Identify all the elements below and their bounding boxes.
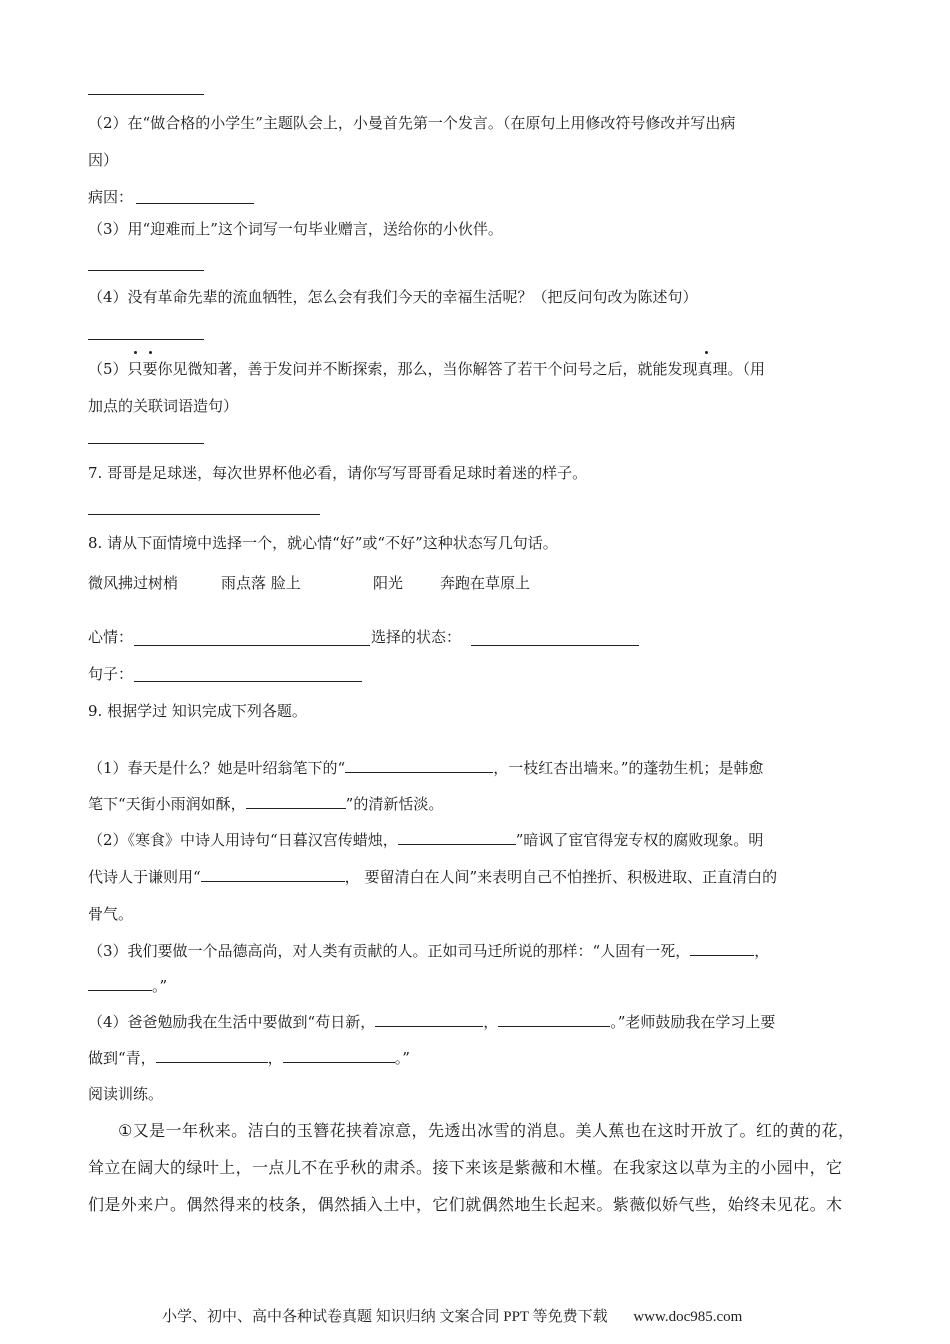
q8-option: 奔跑在草原上 bbox=[440, 574, 531, 592]
q9-line9-c: 。” bbox=[394, 1049, 410, 1067]
q9-title: 9. 根据学过 知识完成下列各题。 bbox=[88, 702, 307, 720]
footer bbox=[162, 1305, 742, 1326]
q8-option: 阳光 bbox=[373, 574, 404, 592]
q6-part2-cont: 因） bbox=[88, 151, 119, 169]
q9-line4-b: ， 要留清白在人间”来表明自己不怕挫折、积极进取、正直清白的 bbox=[344, 868, 778, 886]
q8-mood-label: 心情： bbox=[88, 628, 134, 646]
q9-line3-b: ”暗讽了宦官得宠专权的腐败现象。明 bbox=[515, 831, 764, 849]
reading-line: 耸立在阔大的绿叶上，一点儿不在乎秋的肃杀。接下来该是紫薇和木槿。在我家这以草为主的小园中，它 bbox=[88, 1158, 843, 1177]
q9-line9 bbox=[88, 1047, 410, 1068]
q9-line3-a: （2）《寒食》中诗人用诗句“日暮汉宫传蜡烛， bbox=[88, 831, 398, 849]
q9-line6 bbox=[88, 940, 769, 961]
q8-state-label: 选择的状态： bbox=[371, 628, 462, 646]
blank-field[interactable] bbox=[345, 757, 493, 773]
blank-field[interactable] bbox=[398, 829, 516, 845]
q9-line2-b: ”的清新恬淡。 bbox=[345, 795, 444, 813]
q6-part3-text: （3）用“迎难而上”这个词写一句毕业赠言，送给你的小伙伴。 bbox=[88, 220, 503, 238]
q9-line4-a: 代诗人于谦则用“ bbox=[88, 868, 201, 886]
q9-line8-c: 。”老师鼓励我在学习上要 bbox=[610, 1013, 776, 1031]
q9-line8-a: （4）爸爸勉励我在生活中要做到“苟日新， bbox=[88, 1013, 376, 1031]
q9-line6-b: ， bbox=[754, 942, 770, 960]
blank-field[interactable] bbox=[498, 1011, 610, 1027]
answer-line-part5[interactable] bbox=[88, 443, 204, 444]
mood-answer-line[interactable] bbox=[134, 645, 370, 646]
q9-line7 bbox=[88, 975, 167, 996]
q8-sentence-label: 句子： bbox=[88, 665, 134, 683]
answer-line-part4[interactable] bbox=[88, 339, 204, 340]
q8-text: 8. 请从下面情境中选择一个，就心情“好”或“不好”这种状态写几句话。 bbox=[88, 534, 558, 552]
q9-line5: 骨气。 bbox=[88, 905, 134, 923]
footer-url[interactable]: www.doc985.com bbox=[633, 1309, 743, 1325]
q9-line7-end: 。” bbox=[152, 977, 168, 995]
q9-line6-a: （3）我们要做一个品德高尚，对人类有贡献的人。正如司马迁所说的那样：“人固有一死， bbox=[88, 942, 691, 960]
state-answer-line[interactable] bbox=[471, 645, 639, 646]
q6-part2-cause-label: 病因： bbox=[88, 188, 134, 206]
blank-field[interactable] bbox=[156, 1047, 268, 1063]
q6-part4-text: （4）没有革命先辈的流血牺牲，怎么会有我们今天的幸福生活呢？（把反问句改为陈述句） bbox=[88, 288, 698, 306]
q9-line9-b: ， bbox=[267, 1049, 283, 1067]
blank-field[interactable] bbox=[375, 1011, 483, 1027]
q8-option: 微风拂过树梢 bbox=[88, 574, 179, 592]
blank-field[interactable] bbox=[88, 975, 152, 991]
q9-line8-b: ， bbox=[483, 1013, 499, 1031]
emphasis-dot bbox=[134, 351, 137, 354]
answer-line-part3[interactable] bbox=[88, 270, 204, 271]
sentence-answer-line[interactable] bbox=[134, 681, 362, 682]
answer-line-cause[interactable] bbox=[136, 203, 254, 204]
answer-line-top[interactable] bbox=[88, 94, 204, 95]
q9-line2 bbox=[88, 793, 443, 814]
q8-option: 雨点落 脸上 bbox=[221, 574, 301, 592]
q6-part5-cont: 加点的关联词语造句） bbox=[88, 397, 239, 415]
q9-line4 bbox=[88, 866, 777, 887]
emphasis-dot bbox=[705, 351, 708, 354]
q7-text: 7. 哥哥是足球迷，每次世界杯他必看，请你写写哥哥看足球时着迷的样子。 bbox=[88, 464, 588, 482]
q6-part2-text: （2）在“做合格的小学生”主题队会上，小曼首先第一个发言。（在原句上用修改符号修改并写出病 bbox=[88, 114, 736, 132]
q9-line1 bbox=[88, 757, 763, 778]
q9-line2-a: 笔下“天街小雨润如酥， bbox=[88, 795, 246, 813]
reading-line: 们是外来户。偶然得来的枝条，偶然插入土中，它们就偶然地生长起来。紫薇似娇气些，始终未见花。木 bbox=[88, 1195, 843, 1214]
blank-field[interactable] bbox=[246, 793, 346, 809]
q9-line1-a: （1）春天是什么？她是叶绍翁笔下的“ bbox=[88, 759, 346, 777]
emphasis-dot bbox=[149, 351, 152, 354]
q9-line8 bbox=[88, 1011, 775, 1032]
reading-title: 阅读训练。 bbox=[88, 1085, 164, 1103]
q9-line3 bbox=[88, 829, 763, 850]
blank-field[interactable] bbox=[283, 1047, 395, 1063]
reading-line: ①又是一年秋来。洁白的玉簪花挟着凉意，先透出冰雪的消息。美人蕉也在这时开放了。红的黄的花， bbox=[118, 1121, 855, 1140]
blank-field[interactable] bbox=[201, 866, 345, 882]
q9-line1-b: ，一枝红杏出墙来。”的蓬勃生机；是韩愈 bbox=[493, 759, 764, 777]
q9-line9-a: 做到“青， bbox=[88, 1049, 156, 1067]
footer-text: 小学、初中、高中各种试卷真题 知识归纳 文案合同 PPT 等免费下载 bbox=[162, 1309, 608, 1325]
blank-field[interactable] bbox=[690, 940, 754, 956]
q6-part5-text: （5）只要你见微知著，善于发问并不断探索，那么，当你解答了若干个问号之后，就能发现真理。（用 bbox=[88, 360, 766, 378]
answer-line-q7[interactable] bbox=[88, 514, 320, 515]
